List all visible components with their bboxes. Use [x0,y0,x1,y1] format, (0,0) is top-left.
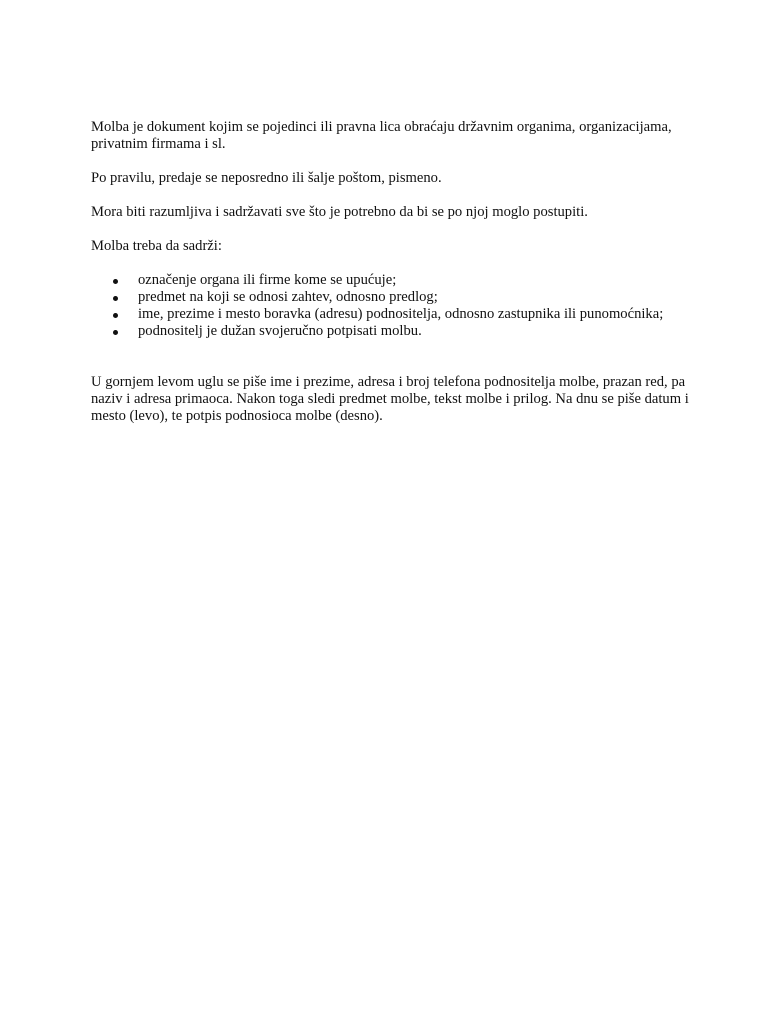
list-item-text: podnositelj je dužan svojeručno potpisati molbu. [138,323,422,339]
list-item [91,289,691,306]
bullet-dot-icon [113,330,118,335]
list-item-text: predmet na koji se odnosi zahtev, odnosno predlog; [138,289,438,305]
bullet-dot-icon [113,296,118,301]
paragraph-submission: Po pravilu, predaje se neposredno ili šalje poštom, pismeno. [91,170,442,186]
document-body [91,119,691,442]
bullet-dot-icon [113,313,118,318]
paragraph-definition: Molba je dokument kojim se pojedinci ili pravna lica obraćaju državnim organima, organizacijama, privatnim firmama i sl. [91,119,672,152]
list-item [91,306,691,323]
paragraph-layout-instructions: U gornjem levom uglu se piše ime i prezime, adresa i broj telefona podnositelja molbe, prazan red, pa naziv i adresa primaoca. Nakon toga sledi predmet molbe, tekst molbe i prilog. Na dnu se piše datum i mesto (levo), te potpis podnosioca molbe (desno). [91,374,689,424]
paragraph-contents-intro: Molba treba da sadrži: [91,238,222,254]
bullet-dot-icon [113,279,118,284]
list-item [91,323,691,340]
list-item [91,272,691,289]
list-item-text: ime, prezime i mesto boravka (adresu) podnositelja, odnosno zastupnika ili punomoćnika; [138,306,664,322]
list-item-text: označenje organa ili firme kome se upućuje; [138,272,397,288]
contents-bullet-list [91,272,691,340]
paragraph-clarity: Mora biti razumljiva i sadržavati sve što je potrebno da bi se po njoj moglo postupiti. [91,204,588,220]
